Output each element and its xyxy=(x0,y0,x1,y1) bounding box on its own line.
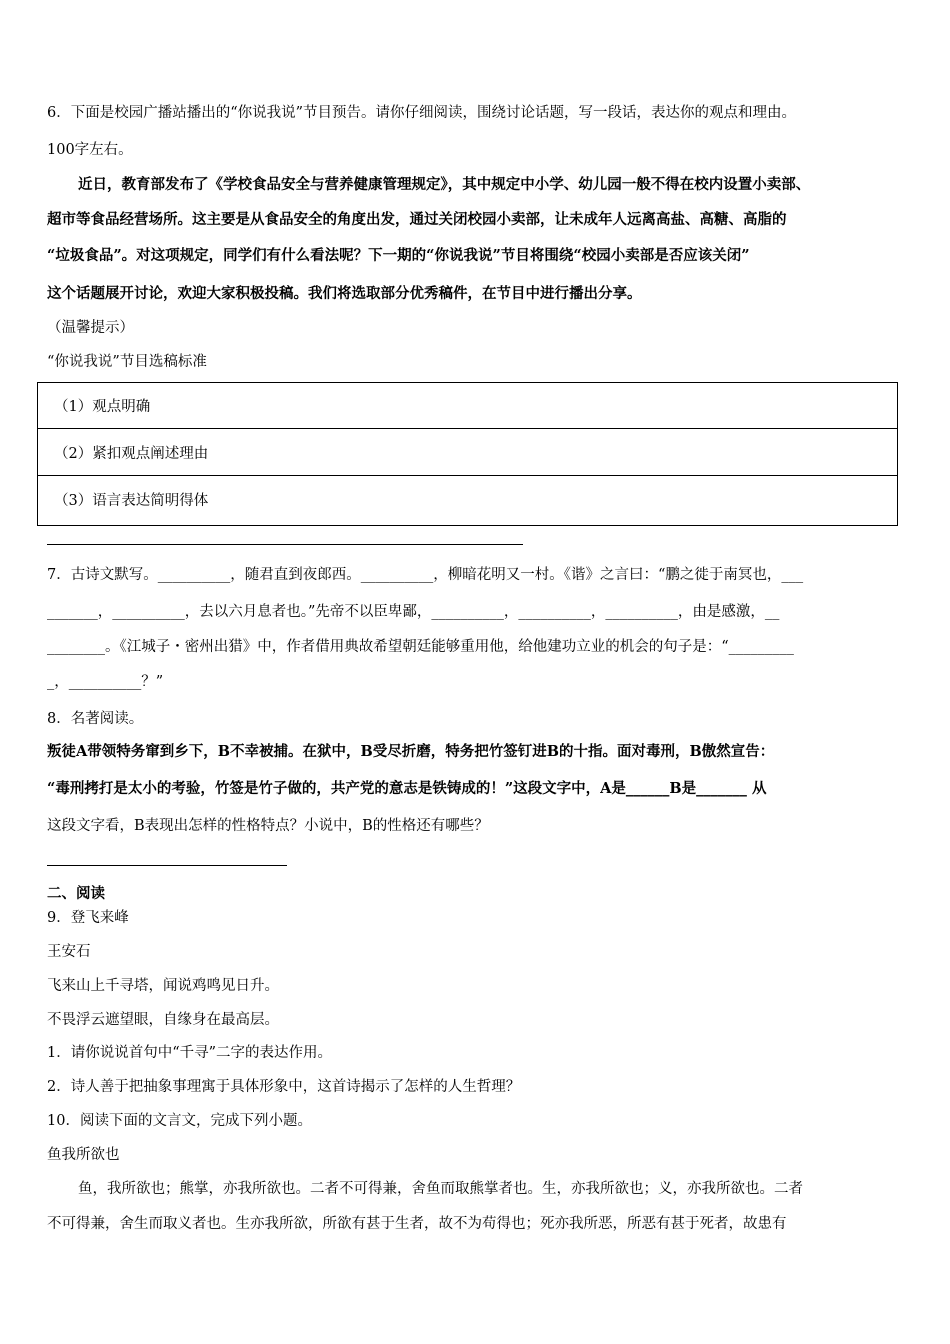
q8-title: 8．名著阅读。 xyxy=(47,711,144,727)
criteria-table xyxy=(37,382,898,526)
criteria-text: （2）紧扣观点阐述理由 xyxy=(54,446,209,462)
passage-line-2: 不可得兼，舍生而取义者也。生亦我所欲，所欲有甚于生者，故不为苟得也；死亦我所恶，所恶有甚于死者，故患有 xyxy=(47,1216,787,1232)
q6-criteria-title: “你说我说”节目选稿标准 xyxy=(47,354,207,370)
q6-passage-line-1: 近日，教育部发布了《学校食品安全与营养健康管理规定》，其中规定中小学、幼儿园一般不得在校内设置小卖部、 xyxy=(78,176,811,193)
q8-line-2: “毒刑拷打是太小的考验，竹签是竹子做的，共产党的意志是铁铸成的！”这段文字中，A是______B是_______ 从 xyxy=(47,780,767,797)
criteria-text: （3）语言表达简明得体 xyxy=(54,493,209,509)
passage-title: 鱼我所欲也 xyxy=(47,1147,120,1163)
q6-passage-line-4: 这个话题展开讨论，欢迎大家积极投稿。我们将选取部分优秀稿件，在节目中进行播出分享。 xyxy=(47,285,642,302)
criteria-row xyxy=(38,430,897,476)
q10-title: 10．阅读下面的文言文，完成下列小题。 xyxy=(47,1113,312,1129)
poem-line-2: 不畏浮云遮望眼，自缘身在最高层。 xyxy=(47,1012,279,1028)
q6-passage-line-2: 超市等食品经营场所。这主要是从食品安全的角度出发，通过关闭校园小卖部，让未成年人远离高盐、高糖、高脂的 xyxy=(47,211,787,228)
q9-title: 9．登飞来峰 xyxy=(47,910,129,926)
criteria-row xyxy=(38,477,897,523)
q6-intro-line-2: 100字左右。 xyxy=(47,142,133,158)
q7-line-1: 7．古诗文默写。__________，随君直到夜郎西。__________，柳暗花明又一村。《谐》之言曰：“鹏之徙于南冥也，___ xyxy=(47,567,804,583)
q9-sub-2: 2．诗人善于把抽象事理寓于具体形象中，这首诗揭示了怎样的人生哲理？ xyxy=(47,1079,521,1095)
q8-line-3: 这段文字看，B表现出怎样的性格特点？小说中，B的性格还有哪些？ xyxy=(47,818,489,834)
section-heading: 二、阅读 xyxy=(47,885,105,902)
q7-line-2: _______，__________，去以六月息者也。”先帝不以臣卑鄙，__________，__________，__________，由是感激，__ xyxy=(47,604,780,620)
poem-line-1: 飞来山上千寻塔，闻说鸡鸣见日升。 xyxy=(47,978,279,994)
poem-author: 王安石 xyxy=(47,944,91,960)
answer-line xyxy=(47,865,287,866)
passage-line-1: 鱼，我所欲也；熊掌，亦我所欲也。二者不可得兼，舍鱼而取熊掌者也。生，亦我所欲也；义，亦我所欲也。二者 xyxy=(78,1181,803,1197)
q8-line-1: 叛徒A带领特务窜到乡下，B不幸被捕。在狱中，B受尽折磨，特务把竹签钉进B的十指。面对毒刑，B傲然宣告： xyxy=(47,743,775,760)
criteria-text: （1）观点明确 xyxy=(54,399,151,415)
q9-sub-1: 1．请你说说首句中“千寻”二字的表达作用。 xyxy=(47,1045,333,1061)
q7-line-3: ________。《江城子・密州出猎》中，作者借用典故希望朝廷能够重用他，给他建功立业的机会的句子是：“_________ xyxy=(47,639,794,655)
q6-tip: （温馨提示） xyxy=(47,320,134,336)
answer-line xyxy=(47,544,523,545)
q6-passage-line-3: “垃圾食品”。对这项规定，同学们有什么看法呢？下一期的“你说我说”节目将围绕“校园小卖部是否应该关闭” xyxy=(47,247,750,264)
q7-line-4: _，__________？” xyxy=(47,674,164,690)
q6-intro-line-1: 6．下面是校园广播站播出的“你说我说”节目预告。请你仔细阅读，围绕讨论话题，写一段话，表达你的观点和理由。 xyxy=(47,105,797,121)
criteria-row xyxy=(38,383,897,429)
